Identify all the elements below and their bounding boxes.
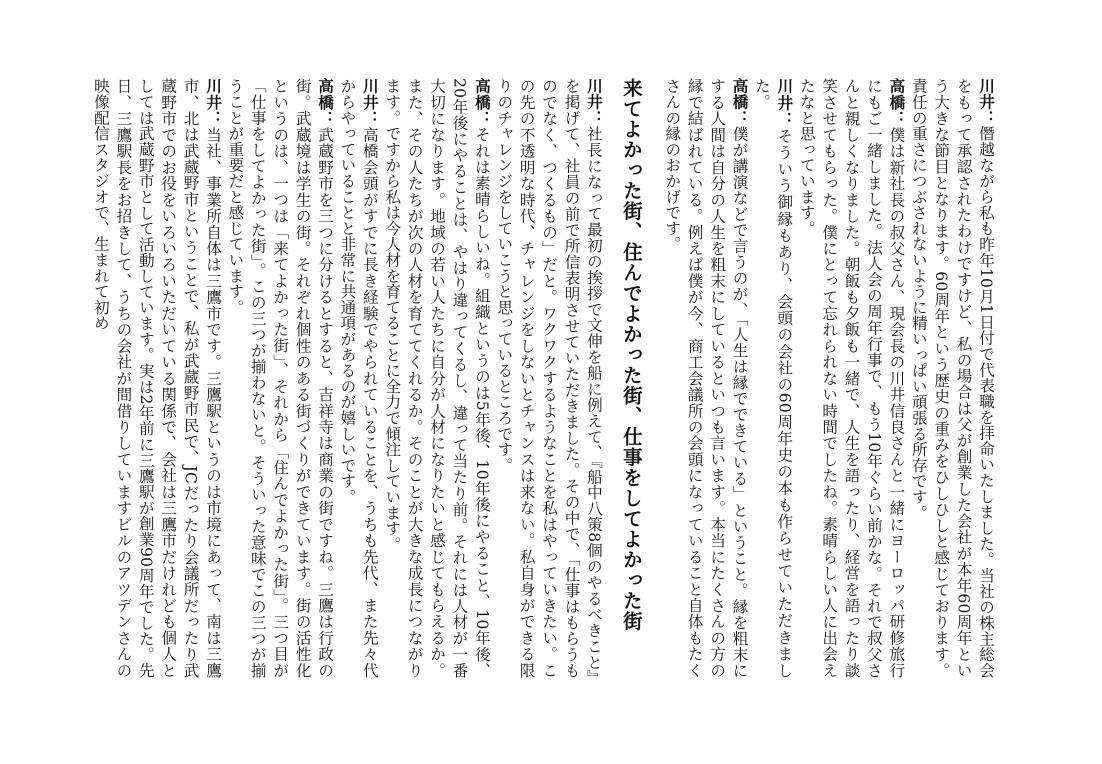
speaker-label: 高橋 bbox=[887, 78, 906, 111]
speaker-colon: ： bbox=[730, 110, 749, 126]
paragraph-text: そういう御縁もあり、会頭の会社の60周年史の本も作らせていただきました。 bbox=[752, 78, 794, 679]
speaker-label: 高橋 bbox=[472, 78, 491, 111]
paragraph-text: 僕は新社長の叔父さん、現会長の川井信良さんと一緒にヨーロッパ研修旅行にもご一緒しました。法人会の周年行事で、もう10年ぐらい前かな。それで叔父さんと親しくなりました。朝飯も夕飯も一緒で、人生を語ったり、経営を語ったり談笑させてもらった。僕にとって忘れられない時間でしたね。素晴らしい人に出会えたなと思っています。 bbox=[797, 78, 906, 678]
paragraph-kawai-1 bbox=[907, 78, 997, 678]
section-heading: 来てよかった街、住んでよかった街、仕事をしてよかった街 bbox=[619, 78, 643, 632]
vertical-article-body bbox=[90, 78, 997, 678]
speaker-label: 川井 bbox=[977, 78, 995, 110]
speaker-colon: ： bbox=[887, 110, 906, 127]
paragraph-text: それは素晴らしいね。組織というのは5年後、10年後にやること、10年後、20年後にやることは、やはり違ってくるし、違って当たり前。それには人材が一番大切になります。地域の若い人たちに自分が人材になりたいと感じてもらえるか。また、その人たちが次の人材を育ててくれるか。そのことが大きな成長につながります。ですから私は今人材を育てることに全力で傾注しています。 bbox=[383, 78, 491, 678]
paragraph-takahashi-2 bbox=[661, 78, 751, 678]
paragraph-kawai-3 bbox=[493, 78, 605, 678]
speaker-label: 高橋 bbox=[316, 78, 335, 111]
paragraph-text: 当社、事業所自体は三鷹市です。三鷹駅というのは市境にあって、南は三鷹市、北は武蔵野市ということで、私が武蔵野市民で、JCだったり会議所だったり武蔵野市でのお役をいろいろいただいている関係で、会社は三鷹市だけれども個人としては武蔵野市として活動しています。実は2年前に三鷹駅が創業90周年でした。先日、三鷹駅長をお招きして、うちの会社が間借りしていますビルのアツデンさんの映像配信スタジオで、生まれて初め bbox=[91, 78, 222, 678]
paragraph-text: 社長になって最初の挨拶で文伸を船に例えて、『船中八策8個のやるべきこと』を掲げて、社員の前で所信表明させていただきました。その中で、「仕事はもらうものでなく、つくるもの」だと。ワクワクするようなことを私はやっていきたい。この先の不透明な時代、チャレンジをしないとチャンスは来ない。私自身ができる限りのチャレンジをしていこうと思っているところです。 bbox=[495, 78, 603, 678]
speaker-colon: ： bbox=[316, 110, 335, 127]
speaker-label: 川井 bbox=[204, 78, 222, 111]
speaker-colon: ： bbox=[472, 110, 491, 127]
speaker-label: 高橋 bbox=[730, 78, 749, 110]
paragraph-text: 武蔵野市を三つに分けるとすると、吉祥寺は商業の街ですね。三鷹は行政の街。武蔵境は学生の街。それぞれ個性のある街づくりができています。街の活性化というのは、一つは「来てよかった街」、それから「住んでよかった街」。三つ目が「仕事をしてよかった街」。この三つが揃わないと。そういった意味でこの三つが揃うことが重要だと感じています。 bbox=[226, 78, 335, 678]
paragraph-kawai-4 bbox=[336, 78, 381, 678]
speaker-colon: ： bbox=[584, 109, 603, 126]
speaker-label: 川井 bbox=[775, 78, 794, 112]
paragraph-takahashi-1 bbox=[795, 78, 907, 678]
paragraph-text: 高橋会頭がすでに長き経験でやられていることを、うちも先代、また先々代からやっていることと非常に共通項があるのが嬉しいです。 bbox=[338, 78, 379, 678]
speaker-colon: ： bbox=[977, 109, 995, 126]
speaker-label: 川井 bbox=[584, 78, 603, 110]
speaker-colon: ： bbox=[204, 110, 222, 127]
speaker-colon: ： bbox=[360, 110, 379, 127]
paragraph-text: 僭越ながら私も昨年10月1日付で代表職を拝命いたしました。当社の株主総会をもって承認されたわけですけど、私の場合は父が創業した会社が本年60周年という大きな節目となります。60周年という歴史の重みをひしひしと感じております。責任の重さにつぶされないように精いっぱい頑張る所存です。 bbox=[909, 78, 995, 678]
paragraph-kawai-2 bbox=[751, 78, 796, 678]
speaker-colon: ： bbox=[775, 111, 794, 128]
paragraph-takahashi-3 bbox=[381, 78, 493, 678]
paragraph-takahashi-4 bbox=[224, 78, 336, 678]
paragraph-kawai-5 bbox=[90, 78, 224, 678]
speaker-label: 川井 bbox=[360, 78, 379, 111]
paragraph-text: 僕が講演などで言うのが、「人生は縁でできている」ということ。縁を粗末にする人間は自分の人生を粗末にしているといつも言います。本当にたくさんの方の縁で結ばれている。例えば僕が今、商工会議所の会頭になっていること自体もたくさんの縁のおかげです。 bbox=[663, 78, 749, 678]
